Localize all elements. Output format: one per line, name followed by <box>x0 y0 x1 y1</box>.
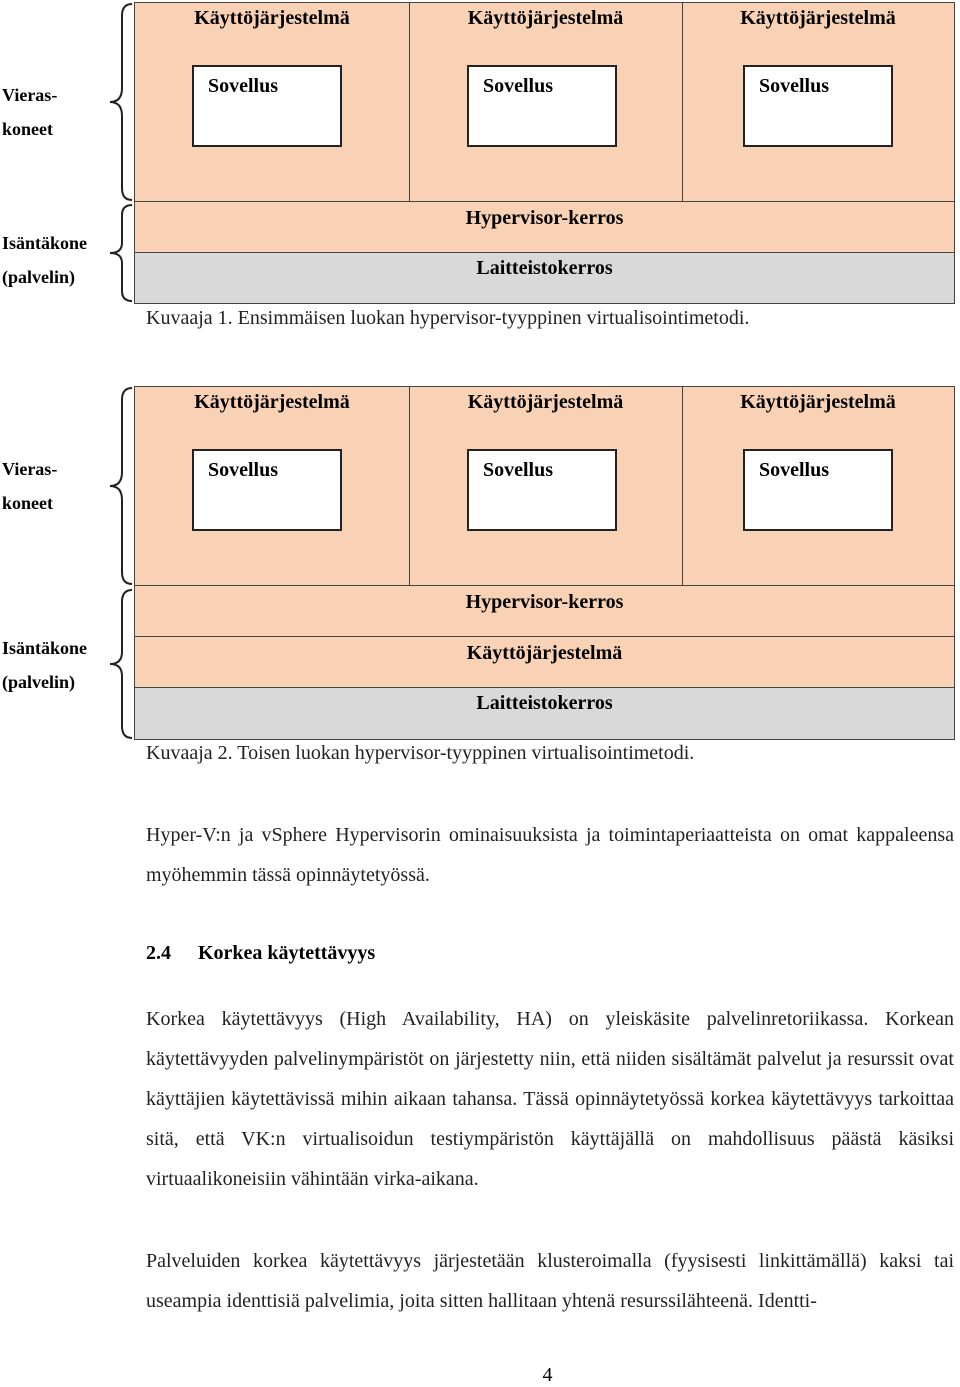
application-box: Sovellus <box>743 449 893 531</box>
hypervisor-layer: Hypervisor-kerros <box>134 201 955 253</box>
host-os-layer: Käyttöjärjestelmä <box>134 636 955 688</box>
hypervisor-layer: Hypervisor-kerros <box>134 585 955 637</box>
body-paragraph: Korkea käytettävyys (High Availability, HA) on yleiskäsite palvelinretoriikassa. Korkean käytettävyyden palvelinympäristöt on järjestetty niin, että niiden sisältämät palvelut ja resurssit ovat käyttäjien käytettävissä mihin aikaan tahansa. Tässä opinnäytetyössä korkea käytettävyys tarkoittaa sitä, että VK:n virtualisoidun testiympäristön käyttäjällä on mahdollisuus päästä käsiksi virtuaalikoneisiin vähintään virka-aikana. <box>146 1008 954 1190</box>
guest-os-label: Käyttöjärjestelmä <box>194 391 350 413</box>
application-box: Sovellus <box>467 65 617 147</box>
guest-label-line2: koneet <box>2 493 53 513</box>
hardware-layer: Laitteistokerros <box>134 687 955 740</box>
guest-column-1 <box>135 387 410 585</box>
guest-os-label: Käyttöjärjestelmä <box>467 7 624 29</box>
application-box: Sovellus <box>743 65 893 147</box>
figure1-guest-brace <box>104 2 134 202</box>
application-box: Sovellus <box>192 65 342 147</box>
guest-column-2 <box>409 387 683 585</box>
guest-os-label: Käyttöjärjestelmä <box>194 7 350 29</box>
host-label-line1: Isäntäkone <box>2 638 88 658</box>
host-label-line1: Isäntäkone <box>2 233 88 253</box>
guest-label-line1: Vieras- <box>2 459 58 479</box>
figure2-caption: Kuvaaja 2. Toisen luokan hypervisor-tyyppinen virtualisointimetodi. <box>146 742 695 764</box>
guest-os-row <box>134 2 955 202</box>
guest-os-label: Käyttöjärjestelmä <box>740 7 896 29</box>
section-heading <box>146 942 375 965</box>
figure1-guest-label <box>2 78 57 146</box>
page-number: 4 <box>542 1364 553 1386</box>
guest-label-line1: Vieras- <box>2 85 58 105</box>
figure1-caption: Kuvaaja 1. Ensimmäisen luokan hypervisor-tyyppinen virtualisointimetodi. <box>146 307 750 329</box>
guest-column-3 <box>682 387 954 585</box>
section-number: 2.4 <box>146 942 171 964</box>
figure2-guest-brace <box>104 386 134 586</box>
body-paragraph: Hyper-V:n ja vSphere Hypervisorin ominaisuuksista ja toimintaperiaatteista on omat kappaleensa myöhemmin tässä opinnäytetyössä. <box>146 824 954 886</box>
section-title: Korkea käytettävyys <box>198 942 376 964</box>
figure2-diagram <box>134 386 955 740</box>
guest-column-3 <box>682 3 954 201</box>
application-box: Sovellus <box>192 449 342 531</box>
guest-os-label: Käyttöjärjestelmä <box>467 391 624 413</box>
figure1-host-brace <box>104 203 134 303</box>
figure2-guest-label <box>2 452 57 520</box>
host-label-line2: (palvelin) <box>2 267 76 287</box>
hardware-layer: Laitteistokerros <box>134 252 955 304</box>
figure2-host-brace <box>104 588 134 740</box>
guest-os-label: Käyttöjärjestelmä <box>740 391 896 413</box>
guest-column-1 <box>135 3 410 201</box>
figure2-host-label <box>2 631 87 699</box>
guest-os-row <box>134 386 955 586</box>
host-label-line2: (palvelin) <box>2 672 76 692</box>
body-paragraph: Palveluiden korkea käytettävyys järjestetään klusteroimalla (fyysisesti linkittämällä) kaksi tai useampia identtisiä palvelimia, joita sitten hallitaan yhtenä resurssilähteenä. Identti- <box>146 1250 954 1312</box>
figure1-diagram <box>134 2 955 304</box>
application-box: Sovellus <box>467 449 617 531</box>
figure1-host-label <box>2 226 87 294</box>
guest-label-line2: koneet <box>2 119 53 139</box>
guest-column-2 <box>409 3 683 201</box>
